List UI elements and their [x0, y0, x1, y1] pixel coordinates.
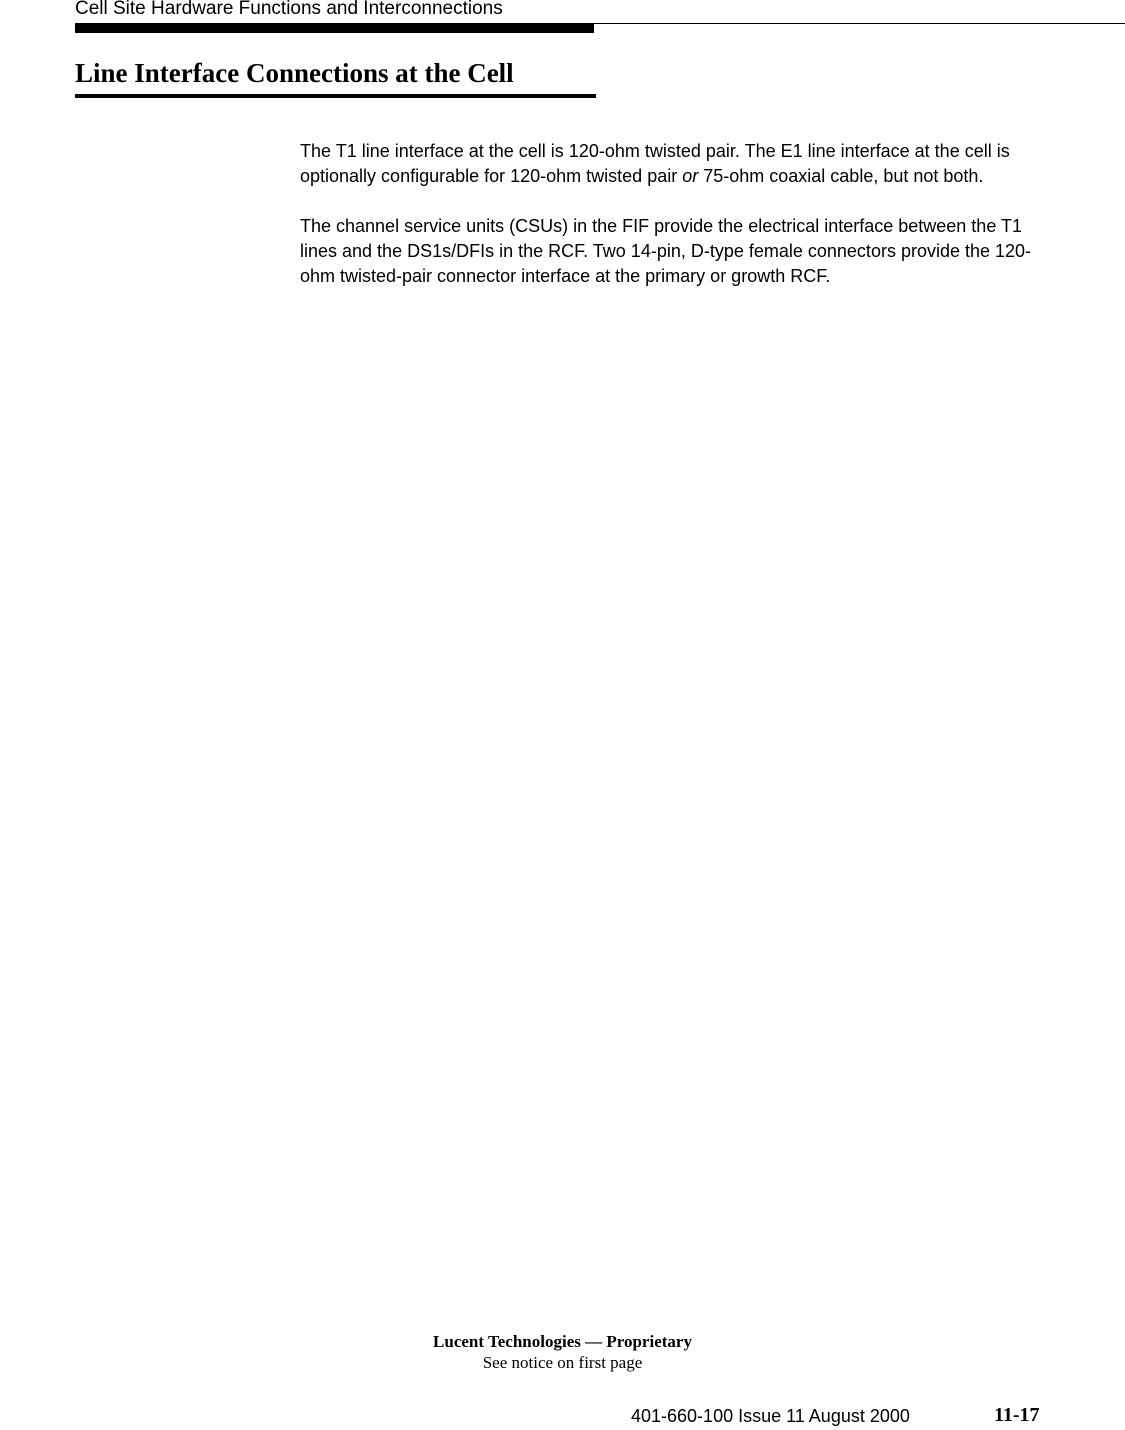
paragraph-1: [300, 139, 1060, 189]
footer-company: Lucent Technologies — Proprietary: [433, 1332, 692, 1351]
section-title: Line Interface Connections at the Cell: [75, 58, 514, 88]
paragraph-1-text-after: 75-ohm coaxial cable, but not both.: [698, 166, 984, 186]
section-title-underline: [75, 94, 596, 98]
body-text: [300, 139, 1060, 314]
footer-doc-info: 401-660-100 Issue 11 August 2000: [631, 1406, 910, 1426]
footer-page-number: 11-17: [994, 1404, 1040, 1426]
paragraph-1-text-before: The T1 line interface at the cell is 120-ohm twisted pair. The E1 line interface at the cell is optionally configurable for 120-ohm twisted pair: [300, 141, 1010, 186]
paragraph-1-emphasis: or: [682, 166, 699, 186]
paragraph-2: The channel service units (CSUs) in the FIF provide the electrical interface between the T1 lines and the DS1s/DFIs in the RCF. Two 14-pin, D-type female connectors provide the 120-ohm twisted-pair connector interface at the primary or growth RCF.: [300, 216, 1032, 286]
footer-notice: See notice on first page: [482, 1353, 643, 1372]
header-bar: [75, 24, 594, 33]
running-header: Cell Site Hardware Functions and Interconnections: [75, 0, 503, 19]
